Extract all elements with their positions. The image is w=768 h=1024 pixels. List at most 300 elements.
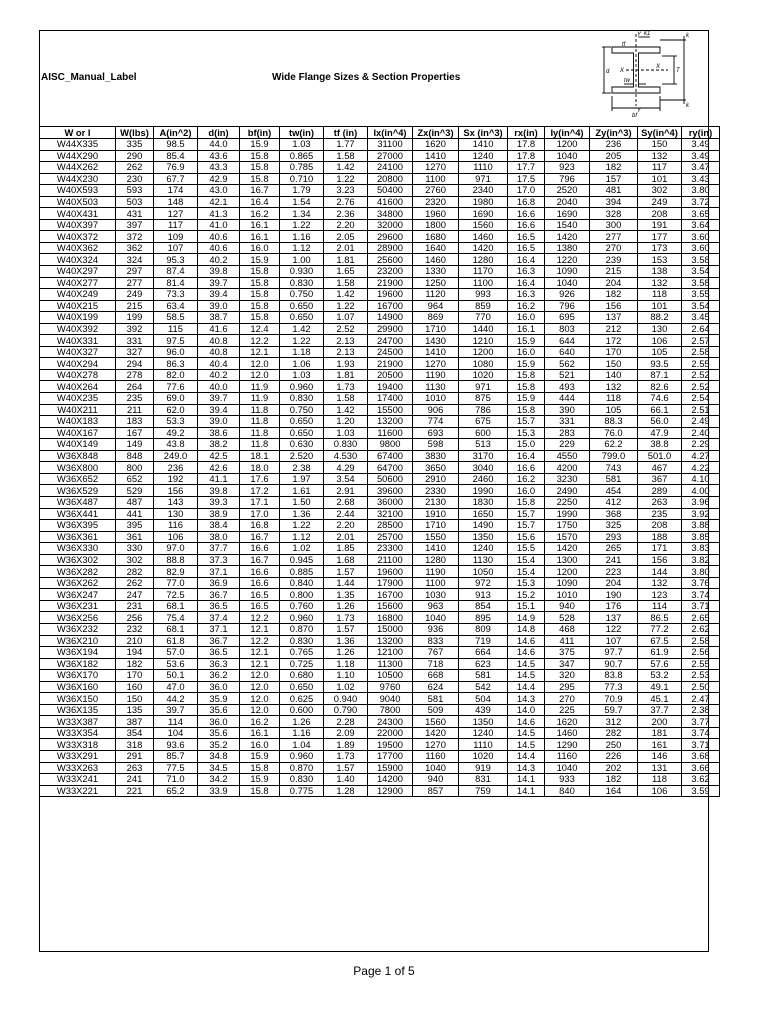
table-cell: 1170: [459, 266, 508, 278]
table-cell: 11.8: [240, 427, 280, 439]
table-cell: 68.1: [154, 600, 198, 612]
table-cell: 12.0: [240, 693, 280, 705]
table-cell: 3.71: [682, 739, 720, 751]
table-cell: 1.58: [324, 150, 368, 162]
table-cell: 24300: [368, 716, 413, 728]
table-cell: 239: [590, 254, 638, 266]
table-cell: 3.60: [682, 242, 720, 254]
page-number: Page 1 of 5: [353, 964, 415, 978]
table-row: [40, 139, 720, 151]
table-cell: 1.85: [324, 543, 368, 555]
table-cell: 191: [638, 219, 682, 231]
table-cell: 16.6: [240, 543, 280, 555]
table-cell: 1430: [413, 335, 459, 347]
table-cell: 138: [638, 266, 682, 278]
table-cell: 1030: [413, 589, 459, 601]
section-designation-cell: W40X372: [40, 231, 116, 243]
table-row: [40, 300, 720, 312]
table-cell: 39.8: [198, 266, 240, 278]
column-header: Iy(in^4): [545, 127, 590, 139]
table-cell: 1800: [413, 219, 459, 231]
table-cell: 1.20: [324, 416, 368, 428]
section-designation-cell: W44X230: [40, 173, 116, 185]
table-cell: 153: [638, 254, 682, 266]
table-cell: 4200: [545, 462, 590, 474]
table-cell: 12.1: [240, 623, 280, 635]
table-cell: 14.3: [508, 762, 545, 774]
table-cell: 101: [638, 300, 682, 312]
table-cell: 36.0: [198, 716, 240, 728]
section-designation-cell: W33X241: [40, 774, 116, 786]
table-cell: 1.73: [324, 612, 368, 624]
table-row: [40, 727, 720, 739]
table-cell: 225: [545, 704, 590, 716]
table-cell: 940: [545, 600, 590, 612]
section-designation-cell: W36X256: [40, 612, 116, 624]
table-row: [40, 358, 720, 370]
table-cell: 12100: [368, 647, 413, 659]
table-cell: 12.2: [240, 635, 280, 647]
table-cell: 2.40: [682, 427, 720, 439]
table-cell: 40.0: [198, 381, 240, 393]
table-cell: 15.8: [508, 369, 545, 381]
table-row: [40, 681, 720, 693]
table-cell: 38.9: [198, 508, 240, 520]
table-cell: 192: [154, 473, 198, 485]
table-cell: 45.1: [638, 693, 682, 705]
table-cell: 35.2: [198, 739, 240, 751]
table-cell: 581: [590, 473, 638, 485]
table-cell: 3.49: [682, 150, 720, 162]
table-cell: 1.44: [324, 577, 368, 589]
table-cell: 14.4: [508, 750, 545, 762]
table-cell: 17400: [368, 393, 413, 405]
table-cell: 17.8: [508, 150, 545, 162]
table-cell: 47.9: [638, 427, 682, 439]
table-cell: 1.26: [280, 716, 324, 728]
section-designation-cell: W36X231: [40, 600, 116, 612]
table-cell: 1.77: [324, 139, 368, 151]
table-cell: 13200: [368, 416, 413, 428]
table-cell: 41.3: [198, 208, 240, 220]
table-cell: 1380: [545, 242, 590, 254]
table-cell: 412: [590, 496, 638, 508]
table-cell: 4.29: [324, 462, 368, 474]
table-cell: 88.3: [590, 416, 638, 428]
table-cell: 1910: [413, 508, 459, 520]
table-cell: 2.13: [324, 346, 368, 358]
table-row: [40, 439, 720, 451]
table-cell: 3.58: [682, 254, 720, 266]
table-cell: 16.6: [508, 462, 545, 474]
table-cell: 0.750: [280, 404, 324, 416]
table-cell: 15.8: [240, 289, 280, 301]
table-cell: 0.710: [280, 173, 324, 185]
table-cell: 42.5: [198, 450, 240, 462]
table-cell: 43.0: [198, 185, 240, 197]
section-designation-cell: W36X800: [40, 462, 116, 474]
table-row: [40, 577, 720, 589]
table-row: [40, 485, 720, 497]
table-cell: 16800: [368, 612, 413, 624]
table-row: [40, 693, 720, 705]
table-cell: 809: [459, 623, 508, 635]
table-cell: 4.10: [682, 473, 720, 485]
section-designation-cell: W33X387: [40, 716, 116, 728]
table-cell: 1980: [459, 196, 508, 208]
table-cell: 1.97: [280, 473, 324, 485]
table-cell: 1.79: [280, 185, 324, 197]
table-cell: 0.870: [280, 623, 324, 635]
table-cell: 64700: [368, 462, 413, 474]
table-cell: 40.4: [198, 358, 240, 370]
table-cell: 913: [459, 589, 508, 601]
section-designation-cell: W40X503: [40, 196, 116, 208]
table-cell: 63.4: [154, 300, 198, 312]
table-cell: 3.59: [682, 785, 720, 797]
table-cell: 17700: [368, 750, 413, 762]
table-cell: 16.4: [508, 450, 545, 462]
section-designation-cell: W40X277: [40, 277, 116, 289]
table-cell: 85.4: [154, 150, 198, 162]
table-cell: 36.3: [198, 658, 240, 670]
table-cell: 624: [413, 681, 459, 693]
table-cell: 41.1: [198, 473, 240, 485]
table-cell: 15.8: [240, 162, 280, 174]
table-cell: 15.8: [240, 277, 280, 289]
table-cell: 3.76: [682, 577, 720, 589]
table-cell: 0.650: [280, 427, 324, 439]
table-cell: 188: [638, 531, 682, 543]
table-cell: 1.42: [324, 404, 368, 416]
table-row: [40, 416, 720, 428]
table-cell: 503: [116, 196, 154, 208]
table-cell: 1410: [413, 543, 459, 555]
section-designation-cell: W40X397: [40, 219, 116, 231]
table-cell: 283: [545, 427, 590, 439]
table-cell: 202: [590, 762, 638, 774]
table-cell: 43.6: [198, 150, 240, 162]
table-cell: 35.6: [198, 704, 240, 716]
table-cell: 40.8: [198, 346, 240, 358]
section-designation-cell: W40X297: [40, 266, 116, 278]
table-cell: 1200: [459, 346, 508, 358]
table-cell: 109: [154, 231, 198, 243]
table-cell: 1300: [545, 554, 590, 566]
table-cell: 81.4: [154, 277, 198, 289]
table-cell: 106: [638, 335, 682, 347]
table-header-row: [40, 127, 720, 139]
table-cell: 2.65: [682, 612, 720, 624]
section-designation-cell: W36X210: [40, 635, 116, 647]
table-cell: 481: [590, 185, 638, 197]
table-cell: 38.8: [638, 439, 682, 451]
table-cell: 1200: [545, 566, 590, 578]
table-cell: 12.2: [240, 612, 280, 624]
table-cell: 34800: [368, 208, 413, 220]
table-cell: 2.52: [682, 381, 720, 393]
table-cell: 38.4: [198, 520, 240, 532]
table-cell: 29900: [368, 323, 413, 335]
table-cell: 7800: [368, 704, 413, 716]
table-cell: 16.8: [508, 196, 545, 208]
table-cell: 15.5: [508, 543, 545, 555]
table-row: [40, 289, 720, 301]
table-row: [40, 219, 720, 231]
table-cell: 12900: [368, 785, 413, 797]
table-cell: 14.6: [508, 635, 545, 647]
table-cell: 68.1: [154, 623, 198, 635]
table-cell: 15.8: [240, 785, 280, 797]
table-cell: 15.4: [508, 554, 545, 566]
table-cell: 397: [116, 219, 154, 231]
table-cell: 1240: [459, 543, 508, 555]
table-cell: 328: [590, 208, 638, 220]
table-cell: 3230: [545, 473, 590, 485]
table-cell: 15.8: [240, 173, 280, 185]
table-cell: 262: [116, 577, 154, 589]
table-cell: 786: [459, 404, 508, 416]
section-designation-cell: W40X324: [40, 254, 116, 266]
table-cell: 3.74: [682, 727, 720, 739]
table-cell: 2040: [545, 196, 590, 208]
table-cell: 1460: [459, 231, 508, 243]
table-cell: 1.02: [324, 681, 368, 693]
table-cell: 35.9: [198, 693, 240, 705]
table-cell: 208: [638, 520, 682, 532]
table-cell: 199: [116, 312, 154, 324]
table-cell: 132: [638, 277, 682, 289]
table-cell: 3.88: [682, 520, 720, 532]
table-cell: 39600: [368, 485, 413, 497]
table-cell: 0.600: [280, 704, 324, 716]
table-cell: 2.49: [682, 416, 720, 428]
sheet-title: Wide Flange Sizes & Section Properties: [272, 72, 461, 83]
table-cell: 1.07: [324, 312, 368, 324]
table-cell: 562: [545, 358, 590, 370]
table-cell: 2.05: [324, 231, 368, 243]
table-cell: 2130: [413, 496, 459, 508]
table-cell: 0.750: [280, 289, 324, 301]
table-cell: 127: [154, 208, 198, 220]
table-cell: 85.7: [154, 750, 198, 762]
table-cell: 1190: [413, 369, 459, 381]
table-cell: 0.790: [324, 704, 368, 716]
table-cell: 2250: [545, 496, 590, 508]
table-cell: 2.50: [682, 681, 720, 693]
table-cell: 1160: [413, 750, 459, 762]
table-cell: 15.8: [240, 150, 280, 162]
table-cell: 1.42: [280, 323, 324, 335]
table-cell: 1210: [459, 335, 508, 347]
table-cell: 40.6: [198, 231, 240, 243]
section-designation-cell: W36X182: [40, 658, 116, 670]
section-designation-cell: W36X262: [40, 577, 116, 589]
table-cell: 157: [590, 173, 638, 185]
table-cell: 2.29: [682, 439, 720, 451]
column-header: Zx(in^3): [413, 127, 459, 139]
table-cell: 150: [590, 358, 638, 370]
table-cell: 11.9: [240, 381, 280, 393]
table-cell: 3.58: [682, 277, 720, 289]
table-cell: 487: [116, 496, 154, 508]
table-cell: 3.66: [682, 762, 720, 774]
table-cell: 3.74: [682, 589, 720, 601]
table-cell: 3.71: [682, 600, 720, 612]
table-row: [40, 762, 720, 774]
table-cell: 105: [590, 404, 638, 416]
table-cell: 1.50: [280, 496, 324, 508]
table-cell: 15.7: [508, 416, 545, 428]
table-cell: 15.8: [508, 381, 545, 393]
table-cell: 14900: [368, 312, 413, 324]
table-cell: 211: [116, 404, 154, 416]
table-cell: 395: [116, 520, 154, 532]
table-row: [40, 266, 720, 278]
table-cell: 36.5: [198, 600, 240, 612]
table-cell: 83.8: [590, 670, 638, 682]
table-cell: 39.7: [198, 277, 240, 289]
table-cell: 41600: [368, 196, 413, 208]
table-cell: 3.45: [682, 312, 720, 324]
table-cell: 509: [413, 704, 459, 716]
table-cell: 17.1: [240, 496, 280, 508]
section-designation-cell: W36X232: [40, 623, 116, 635]
table-cell: 1.03: [280, 139, 324, 151]
table-cell: 38.0: [198, 531, 240, 543]
table-cell: 2340: [459, 185, 508, 197]
table-cell: 22000: [368, 727, 413, 739]
table-row: [40, 335, 720, 347]
table-cell: 0.960: [280, 750, 324, 762]
section-designation-cell: W40X278: [40, 369, 116, 381]
table-cell: 174: [154, 185, 198, 197]
table-cell: 1420: [413, 727, 459, 739]
table-cell: 0.865: [280, 150, 324, 162]
table-cell: 62.2: [590, 439, 638, 451]
table-cell: 529: [116, 485, 154, 497]
table-cell: 16.0: [508, 346, 545, 358]
table-cell: 1.22: [280, 335, 324, 347]
table-cell: 182: [116, 658, 154, 670]
table-cell: 767: [413, 647, 459, 659]
table-cell: 67.5: [638, 635, 682, 647]
table-cell: 718: [413, 658, 459, 670]
table-cell: 923: [545, 162, 590, 174]
section-designation-cell: W40X294: [40, 358, 116, 370]
table-cell: 1270: [413, 358, 459, 370]
section-designation-cell: W40X183: [40, 416, 116, 428]
table-cell: 0.930: [280, 266, 324, 278]
table-cell: 241: [116, 774, 154, 786]
table-cell: 1090: [545, 577, 590, 589]
table-cell: 150: [638, 139, 682, 151]
table-cell: 9040: [368, 693, 413, 705]
table-cell: 16.0: [508, 312, 545, 324]
table-cell: 895: [459, 612, 508, 624]
table-row: [40, 462, 720, 474]
table-cell: 105: [638, 346, 682, 358]
table-cell: 17.5: [508, 173, 545, 185]
table-cell: 1010: [545, 589, 590, 601]
table-cell: 40.2: [198, 369, 240, 381]
diagram-label-k-top: k: [686, 33, 689, 39]
table-cell: 1350: [459, 716, 508, 728]
table-cell: 362: [116, 242, 154, 254]
table-cell: 528: [545, 612, 590, 624]
table-cell: 1040: [545, 150, 590, 162]
table-cell: 0.870: [280, 762, 324, 774]
section-designation-cell: W36X194: [40, 647, 116, 659]
table-cell: 21900: [368, 277, 413, 289]
table-cell: 441: [116, 508, 154, 520]
table-cell: 82.9: [154, 566, 198, 578]
section-designation-cell: W40X392: [40, 323, 116, 335]
table-cell: 146: [638, 750, 682, 762]
table-cell: 623: [459, 658, 508, 670]
table-cell: 39.8: [198, 485, 240, 497]
table-cell: 1540: [545, 219, 590, 231]
table-cell: 87.1: [638, 369, 682, 381]
table-cell: 2.51: [682, 404, 720, 416]
table-cell: 291: [116, 750, 154, 762]
section-designation-cell: W40X235: [40, 393, 116, 405]
table-cell: 2.68: [324, 496, 368, 508]
table-cell: 1330: [413, 266, 459, 278]
table-cell: 221: [116, 785, 154, 797]
table-cell: 331: [116, 335, 154, 347]
table-row: [40, 369, 720, 381]
table-cell: 719: [459, 635, 508, 647]
table-cell: 71.0: [154, 774, 198, 786]
table-cell: 1.81: [324, 369, 368, 381]
table-cell: 114: [638, 600, 682, 612]
table-row: [40, 508, 720, 520]
table-cell: 11300: [368, 658, 413, 670]
table-cell: 106: [154, 531, 198, 543]
table-cell: 933: [545, 774, 590, 786]
table-cell: 324: [116, 254, 154, 266]
table-cell: 42.9: [198, 173, 240, 185]
table-cell: 37.7: [638, 704, 682, 716]
table-cell: 3.54: [324, 473, 368, 485]
table-cell: 74.6: [638, 393, 682, 405]
table-cell: 24700: [368, 335, 413, 347]
table-cell: 3170: [459, 450, 508, 462]
table-cell: 263: [638, 496, 682, 508]
table-cell: 2.56: [682, 647, 720, 659]
table-cell: 278: [116, 369, 154, 381]
table-row: [40, 323, 720, 335]
table-cell: 132: [638, 150, 682, 162]
table-cell: 44.0: [198, 139, 240, 151]
table-cell: 600: [459, 427, 508, 439]
table-cell: 14.5: [508, 727, 545, 739]
table-cell: 53.3: [154, 416, 198, 428]
table-cell: 513: [459, 439, 508, 451]
table-cell: 831: [459, 774, 508, 786]
table-row: [40, 427, 720, 439]
table-cell: 4.27: [682, 450, 720, 462]
table-cell: 40.8: [198, 335, 240, 347]
table-cell: 137: [590, 612, 638, 624]
table-cell: 15.2: [508, 589, 545, 601]
table-cell: 17.7: [508, 162, 545, 174]
table-cell: 3040: [459, 462, 508, 474]
table-cell: 87.4: [154, 266, 198, 278]
table-cell: 12.2: [240, 335, 280, 347]
table-cell: 2320: [413, 196, 459, 208]
